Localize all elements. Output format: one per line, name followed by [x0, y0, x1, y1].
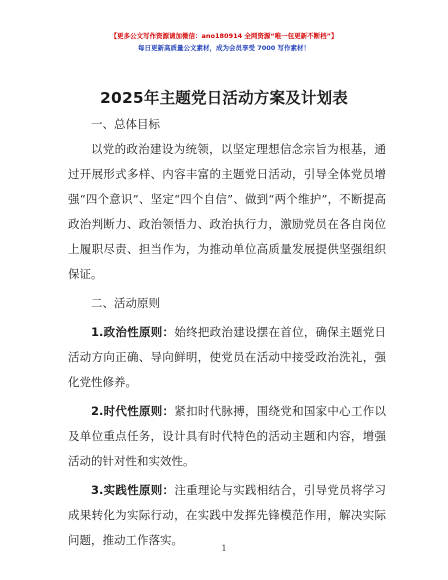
section-heading-goals: 一、总体目标 — [91, 117, 160, 131]
promo-banner — [0, 30, 448, 54]
promo-banner-line-1: 【更多公文写作资源请加微信：ano180914 全网资源“唯一包更新不断档”】 — [110, 32, 338, 40]
document-title: 2025年主题党日活动方案及计划表 — [99, 89, 349, 107]
document-body — [68, 112, 386, 553]
principle-item — [68, 320, 386, 395]
principle-text: 紧扣时代脉搏，围绕党和国家中心工作以及单位重点任务，设计具有时代特色的活动主题和内容，增强活动的针对性和实效性。 — [68, 404, 387, 468]
principle-text: 注重理论与实践相结合，引导党员将学习成果转化为实际行动，在实践中发挥先锋模范作用，解决实际问题，推动工作落实。 — [68, 483, 387, 547]
principle-text: 始终把政治建设摆在首位，确保主题党日活动方向正确、导向鲜明，使党员在活动中接受政治洗礼，强化党性修养。 — [68, 325, 387, 389]
page-number: 1 — [221, 544, 227, 553]
principle-item — [68, 478, 386, 553]
principle-lead: 3.实践性原则： — [91, 483, 175, 497]
principle-lead: 2.时代性原则： — [91, 404, 175, 418]
goals-paragraph: 以党的政治建设为统领，以坚定理想信念宗旨为根基，通过开展形式多样、内容丰富的主题党日活动，引导全体党员增强“四个意识”、坚定“四个自信”、做到“两个维护”，不断提高政治判断力、政治领悟力、政治执行力，激励党员在各自岗位上履职尽责、担当作为，为推动单位高质量发展提供坚强组织保证。 — [68, 142, 386, 281]
principle-item — [68, 399, 386, 474]
section-heading-principles: 二、活动原则 — [91, 296, 160, 310]
principle-lead: 1.政治性原则： — [91, 325, 175, 339]
promo-banner-line-2: 每日更新高质量公文素材，成为会员享受 7000 写作素材！ — [137, 44, 311, 52]
